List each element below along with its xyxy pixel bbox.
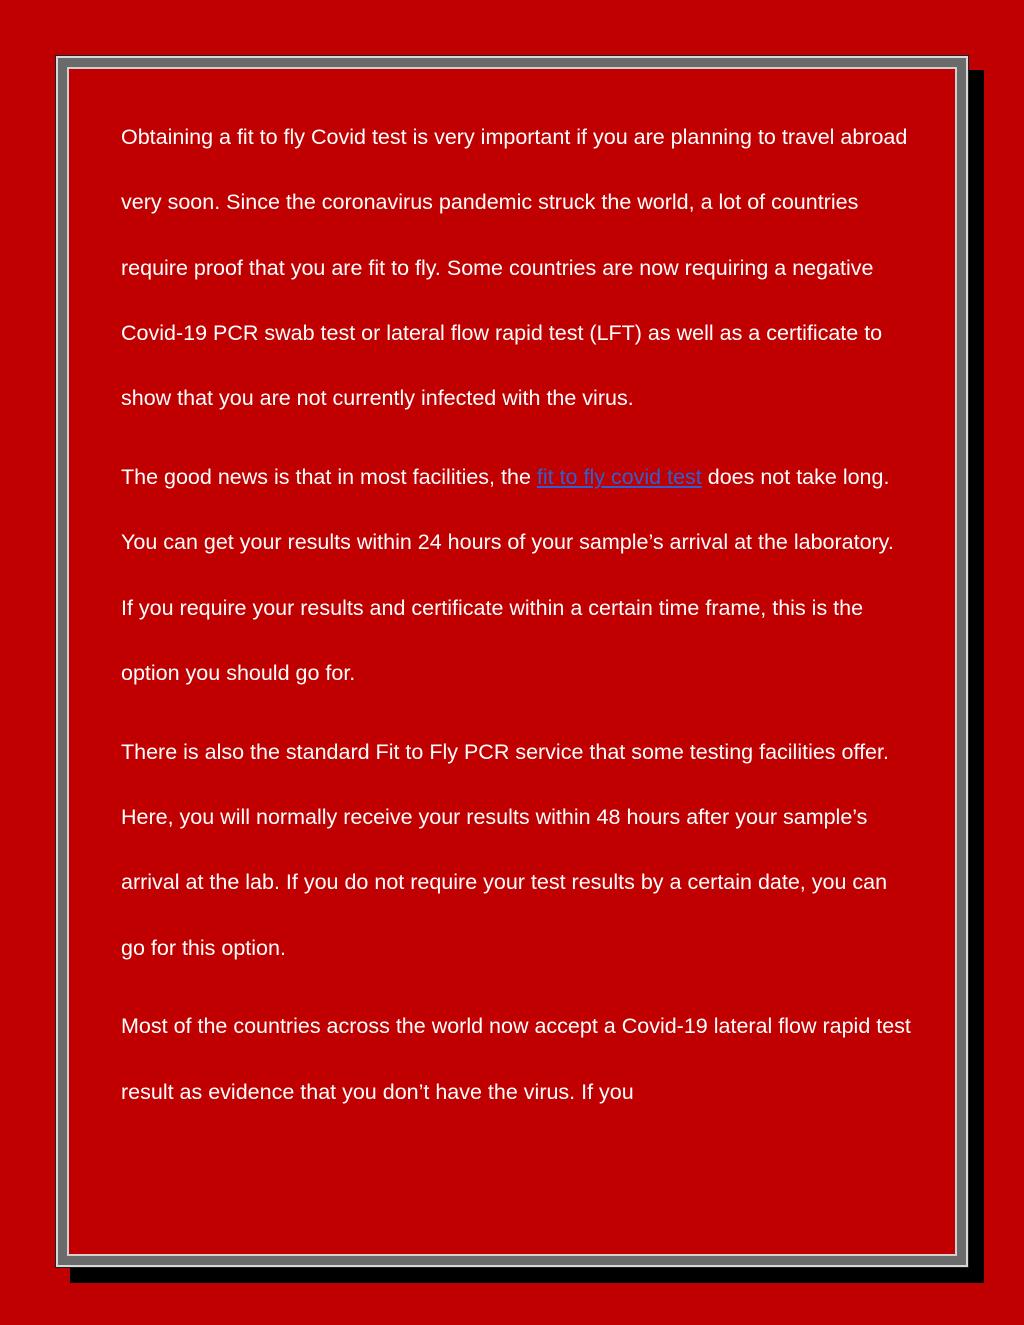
article-body — [121, 105, 911, 1125]
paragraph-2 — [121, 445, 911, 706]
fit-to-fly-covid-test-link[interactable]: fit to fly covid test — [536, 464, 702, 489]
paragraph-3: There is also the standard Fit to Fly PCR service that some testing facilities offer. Here, you will normally receive your results within 48 hours after your sample’s arrival at the lab. If you do not require your test results by a certain date, you can go for this option. — [121, 739, 889, 960]
paragraph-2-text-after-link: does not take long. You can get your results within 24 hours of your sample’s arrival at the laboratory. If you require your results and certificate within a certain time frame, this is the option you should go for. — [121, 464, 894, 685]
paragraph-2-text-before-link: The good news is that in most facilities, the — [121, 464, 537, 489]
paragraph-1: Obtaining a fit to fly Covid test is very important if you are planning to travel abroad very soon. Since the coronavirus pandemic struck the world, a lot of countries require proof that you are fit to fly. Some countries are now requiring a negative Covid-19 PCR swab test or lateral flow rapid test (LFT) as well as a certificate to show that you are not currently infected with the virus. — [121, 125, 908, 411]
paragraph-4: Most of the countries across the world now accept a Covid-19 lateral flow rapid test result as evidence that you don’t have the virus. If you — [121, 1014, 911, 1104]
